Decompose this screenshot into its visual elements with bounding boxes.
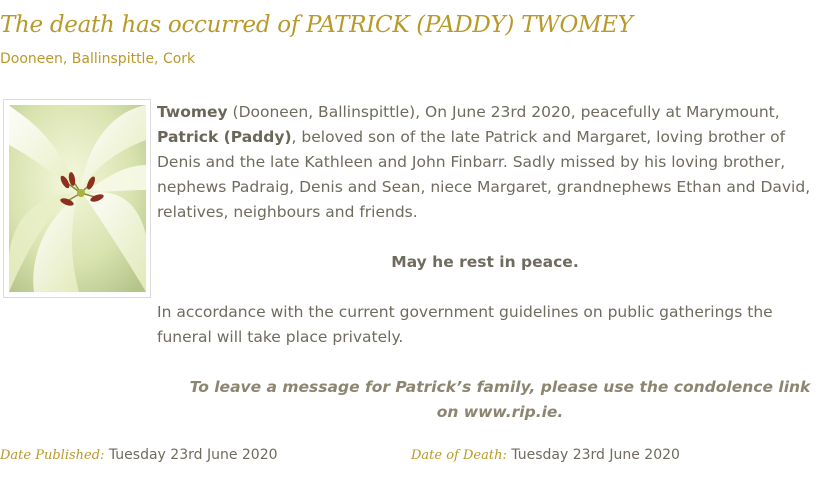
date-of-death-value: Tuesday 23rd June 2020 bbox=[511, 447, 680, 463]
notice-paragraph bbox=[157, 100, 813, 225]
date-published bbox=[0, 447, 278, 463]
date-of-death-label: Date of Death: bbox=[411, 448, 507, 463]
full-name: Patrick (Paddy) bbox=[157, 128, 292, 146]
date-published-label: Date Published: bbox=[0, 448, 105, 463]
page-title: The death has occurred of PATRICK (PADDY) TWOMEY bbox=[0, 12, 633, 38]
date-published-value: Tuesday 23rd June 2020 bbox=[108, 447, 278, 463]
rest-in-peace: May he rest in peace. bbox=[391, 253, 579, 271]
surname: Twomey bbox=[157, 103, 228, 121]
lily-photo bbox=[3, 99, 151, 298]
notice-intro: (Dooneen, Ballinspittle), On June 23rd 2020, peacefully at Marymount, bbox=[227, 103, 780, 121]
date-of-death bbox=[411, 447, 680, 463]
location-subtitle: Dooneen, Ballinspittle, Cork bbox=[0, 51, 196, 67]
lily-flower-icon bbox=[9, 105, 146, 292]
death-notice-body bbox=[157, 100, 813, 425]
notice-details: , beloved son of the late Patrick and Margaret, loving brother of Denis and the late Kathleen and John Finbarr. Sadly missed by his loving brother, nephews Padraig, Denis and Sean, niece Margaret, grandnephews Ethan and David, relatives, neighbours and friends. bbox=[157, 128, 811, 221]
funeral-info: In accordance with the current government guidelines on public gatherings the funeral will take place privately. bbox=[157, 303, 773, 346]
condolence-note: To leave a message for Patrick’s family, please use the condolence link on www.rip.ie. bbox=[189, 378, 811, 421]
